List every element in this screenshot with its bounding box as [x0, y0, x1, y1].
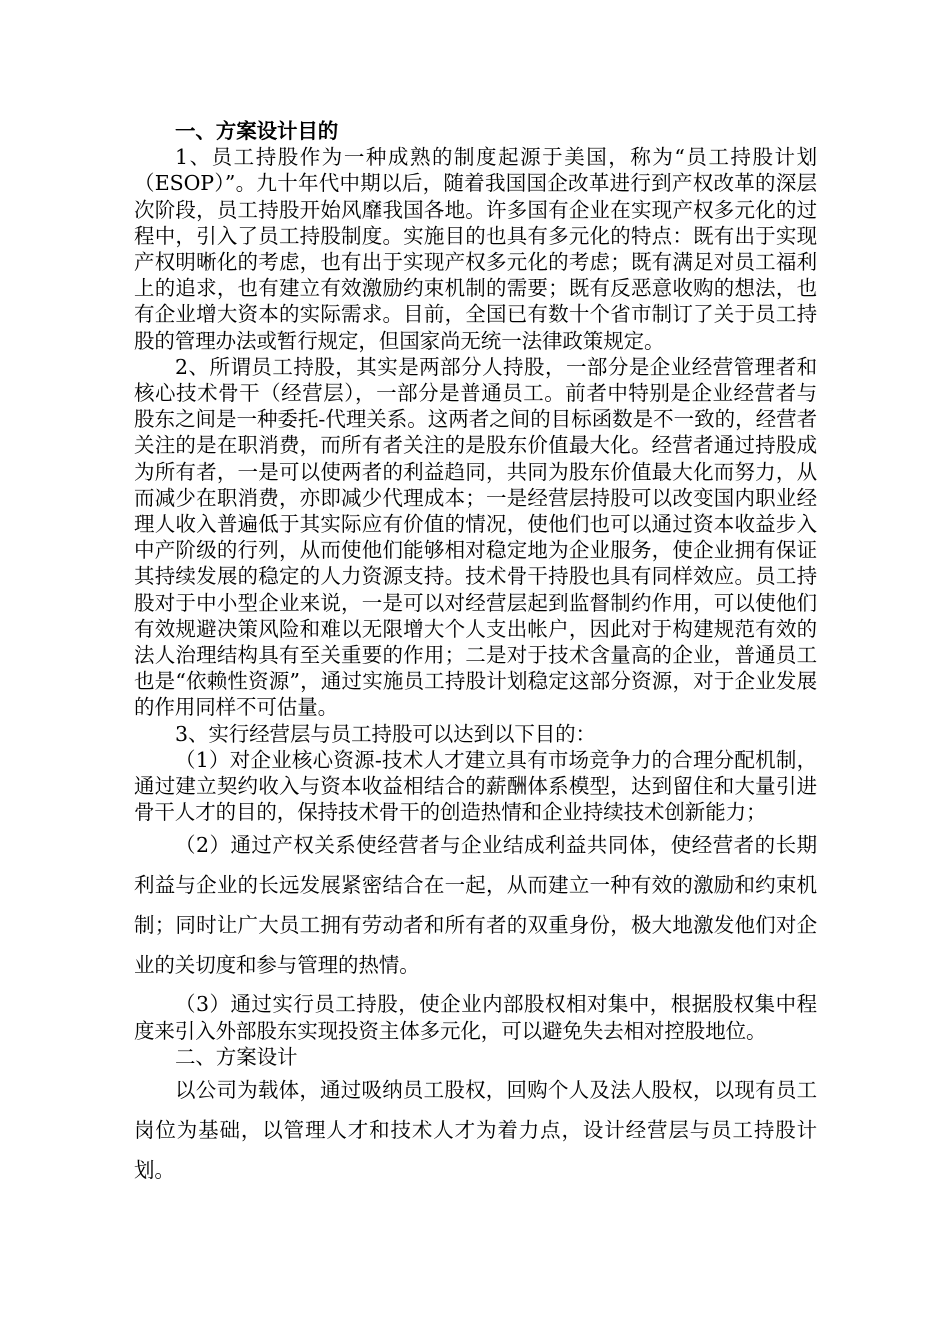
- list-item-2: （2）通过产权关系使经营者与企业结成利益共同体，使经营者的长期利益与企业的长远发展紧密结合在一起，从而建立一种有效的激励和约束机制；同时让广大员工拥有劳动者和所有者的双重身份，极大地激发他们对企业的关切度和参与管理的热情。: [134, 833, 817, 978]
- list-item-1: （1）对企业核心资源-技术人才建立具有市场竞争力的合理分配机制，通过建立契约收入与资本收益相结合的薪酬体系模型，达到留住和大量引进骨干人才的目的，保持技术骨干的创造热情和企业持续技术创新能力；: [134, 747, 817, 825]
- paragraph-2: 2、所谓员工持股，其实是两部分人持股，一部分是企业经营管理者和核心技术骨干（经营层），一部分是普通员工。前者中特别是企业经营者与股东之间是一种委托-代理关系。这两者之间的目标函数是不一致的，经营者关注的是在职消费，而所有者关注的是股东价值最大化。经营者通过持股成为所有者，一是可以使两者的利益趋同，共同为股东价值最大化而努力，从而减少在职消费，亦即减少代理成本；一是经营层持股可以改变国内职业经理人收入普遍低于其实际应有价值的情况，使他们也可以通过资本收益步入中产阶级的行列，从而使他们能够相对稳定地为企业服务，使企业拥有保证其持续发展的稳定的人力资源支持。技术骨干持股也具有同样效应。员工持股对于中小型企业来说，一是可以对经营层起到监督制约作用，可以使他们有效规避决策风险和难以无限增大个人支出帐户，因此对于构建规范有效的法人治理结构具有至关重要的作用；二是对于技术含量高的企业，普通员工也是“依赖性资源”，通过实施员工持股计划稳定这部分资源，对于企业发展的作用同样不可估量。: [134, 354, 817, 720]
- document-page: [134, 118, 817, 1190]
- paragraph-3: 3、实行经营层与员工持股可以达到以下目的：: [175, 721, 596, 746]
- section-2-paragraph: 以公司为载体，通过吸纳员工股权，回购个人及法人股权，以现有员工岗位为基础，以管理人才和技术人才为着力点，设计经营层与员工持股计划。: [134, 1078, 817, 1183]
- list-item-3: （3）通过实行员工持股，使企业内部股权相对集中，根据股权集中程度来引入外部股东实现投资主体多元化，可以避免失去相对控股地位。: [134, 992, 817, 1043]
- section-1-heading: 一、方案设计目的: [175, 119, 339, 143]
- section-2-heading: 二、方案设计: [175, 1044, 298, 1069]
- paragraph-1: 1、员工持股作为一种成熟的制度起源于美国，称为“员工持股计划（ESOP）”。九十年代中期以后，随着我国国企改革进行到产权改革的深层次阶段，员工持股开始风靡我国各地。许多国有企业在实现产权多元化的过程中，引入了员工持股制度。实施目的也具有多元化的特点：既有出于实现产权明晰化的考虑，也有出于实现产权多元化的考虑；既有满足对员工福利上的追求，也有建立有效激励约束机制的需要；既有反恶意收购的想法，也有企业增大资本的实际需求。目前，全国已有数十个省市制订了关于员工持股的管理办法或暂行规定，但国家尚无统一法律政策规定。: [134, 145, 817, 353]
